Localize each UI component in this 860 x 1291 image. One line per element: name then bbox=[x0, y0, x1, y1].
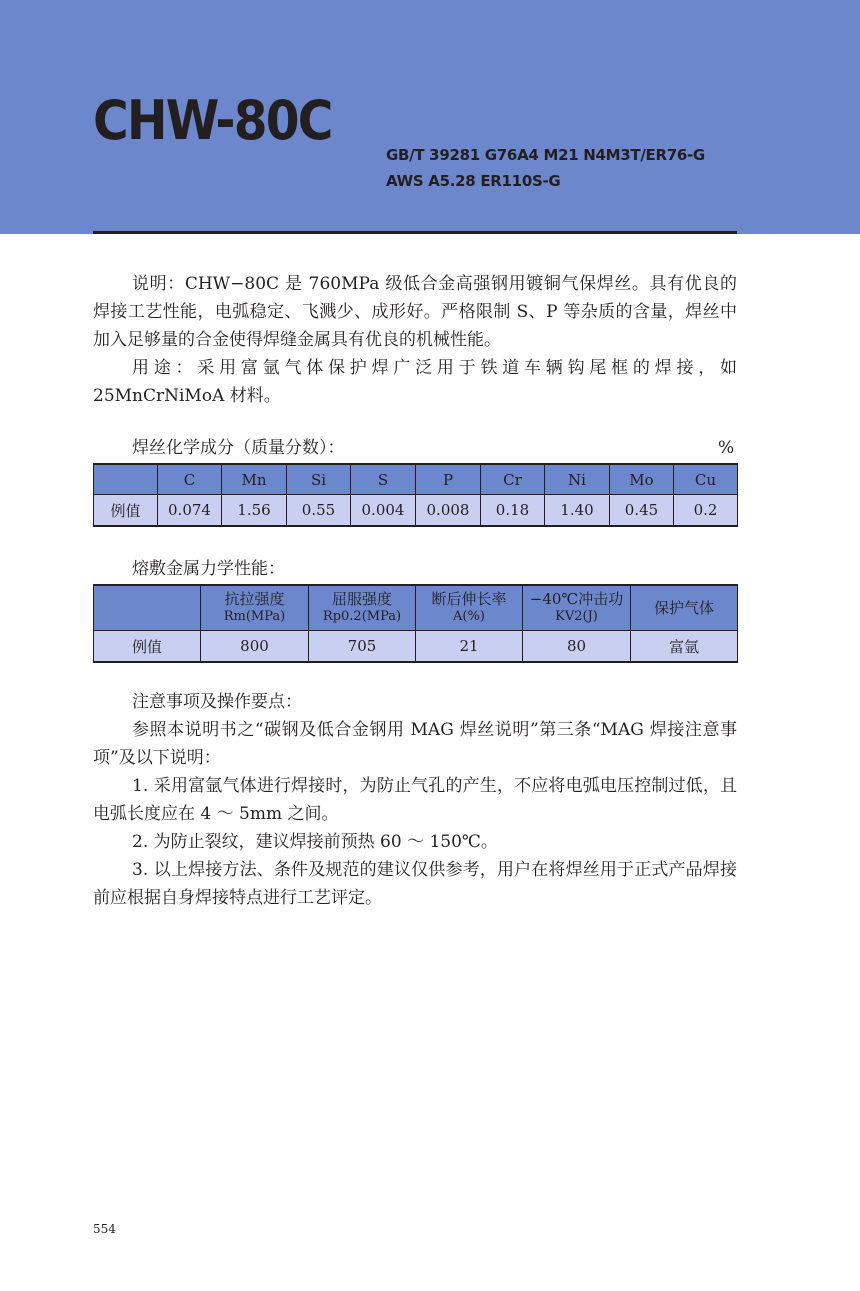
value-cell: 800 bbox=[201, 631, 309, 663]
usage-paragraph bbox=[93, 354, 737, 410]
row-label-cell: 例值 bbox=[94, 495, 158, 527]
mechanical-properties-table bbox=[93, 584, 738, 663]
header-cell bbox=[201, 585, 309, 631]
header-cell: Mo bbox=[610, 464, 674, 495]
header-cell: Cu bbox=[674, 464, 738, 495]
standard-gb: GB/T 39281 G76A4 M21 N4M3T/ER76-G bbox=[386, 146, 705, 164]
value-cell: 0.2 bbox=[674, 495, 738, 527]
table-header-row bbox=[94, 464, 738, 495]
header-cell: Mn bbox=[222, 464, 287, 495]
header-line: −40℃冲击功 bbox=[529, 590, 624, 608]
description-paragraph bbox=[93, 270, 737, 354]
header-unit: KV2(J) bbox=[555, 609, 598, 624]
page-number: 554 bbox=[93, 1222, 116, 1236]
header-line: 抗拉强度 bbox=[224, 590, 285, 608]
value-cell: 1.56 bbox=[222, 495, 287, 527]
header-line: 屈服强度 bbox=[331, 590, 392, 608]
value-cell: 21 bbox=[416, 631, 523, 663]
description-block bbox=[93, 270, 737, 410]
header-unit: Rm(MPa) bbox=[223, 609, 286, 624]
header-cell: P bbox=[416, 464, 481, 495]
header-cell bbox=[416, 585, 523, 631]
value-cell: 富氩 bbox=[631, 631, 738, 663]
header-rule bbox=[93, 231, 737, 234]
description-label: 说明： bbox=[132, 274, 185, 294]
header-cell: S bbox=[351, 464, 416, 495]
header-cell: Ni bbox=[545, 464, 610, 495]
usage-text: 采用富氩气体保护焊广泛用于铁道车辆钩尾框的焊接，如 25MnCrNiMoA 材料。 bbox=[93, 358, 738, 406]
value-cell: 0.45 bbox=[610, 495, 674, 527]
standard-designations bbox=[386, 142, 705, 194]
note-item: 2. 为防止裂纹，建议焊接前预热 60 ～ 150℃。 bbox=[132, 832, 498, 852]
header-cell bbox=[94, 585, 201, 631]
value-cell: 0.004 bbox=[351, 495, 416, 527]
header-unit: A(%) bbox=[453, 609, 485, 624]
header-line: 断后伸长率 bbox=[431, 590, 507, 608]
value-cell: 705 bbox=[309, 631, 416, 663]
value-cell: 1.40 bbox=[545, 495, 610, 527]
product-title: CHW-80C bbox=[93, 89, 332, 152]
description-text: CHW−80C 是 760MPa 级低合金高强钢用镀铜气保焊丝。具有优良的焊接工艺性能，电弧稳定、飞溅少、成形好。严格限制 S、P 等杂质的含量，焊丝中加入足够量的合金使得焊缝金属具有优良的机械性能。 bbox=[93, 274, 737, 350]
header-cell: Cr bbox=[481, 464, 545, 495]
header-unit: Rp0.2(MPa) bbox=[322, 609, 402, 624]
header-line: 保护气体 bbox=[653, 599, 714, 617]
value-cell: 0.55 bbox=[287, 495, 351, 527]
chemical-heading: 焊丝化学成分（质量分数）： bbox=[132, 438, 345, 458]
notes-heading: 注意事项及操作要点： bbox=[132, 692, 302, 712]
row-label-cell: 例值 bbox=[94, 631, 201, 663]
value-cell: 80 bbox=[523, 631, 631, 663]
value-cell: 0.18 bbox=[481, 495, 545, 527]
header-cell bbox=[523, 585, 631, 631]
notes-intro: 参照本说明书之“碳钢及低合金钢用 MAG 焊丝说明”第三条“MAG 焊接注意事项”及以下说明： bbox=[93, 720, 737, 768]
header-cell: Si bbox=[287, 464, 351, 495]
standard-aws: AWS A5.28 ER110S-G bbox=[386, 172, 561, 190]
header-cell bbox=[631, 585, 738, 631]
table-row bbox=[94, 631, 738, 663]
usage-label: 用途： bbox=[132, 358, 198, 378]
chemical-unit: % bbox=[718, 438, 735, 458]
table-header-row bbox=[94, 585, 738, 631]
header-cell bbox=[94, 464, 158, 495]
note-item: 3. 以上焊接方法、条件及规范的建议仅供参考，用户在将焊丝用于正式产品焊接前应根据自身焊接特点进行工艺评定。 bbox=[93, 860, 737, 908]
chemical-composition-table bbox=[93, 463, 738, 527]
value-cell: 0.074 bbox=[158, 495, 222, 527]
header-cell bbox=[309, 585, 416, 631]
mechanical-heading: 熔敷金属力学性能： bbox=[132, 559, 285, 579]
notes-block bbox=[93, 716, 737, 912]
table-row bbox=[94, 495, 738, 527]
header-cell: C bbox=[158, 464, 222, 495]
note-item: 1. 采用富氩气体进行焊接时，为防止气孔的产生，不应将电弧电压控制过低，且电弧长度应在 4 ～ 5mm 之间。 bbox=[93, 776, 737, 824]
value-cell: 0.008 bbox=[416, 495, 481, 527]
